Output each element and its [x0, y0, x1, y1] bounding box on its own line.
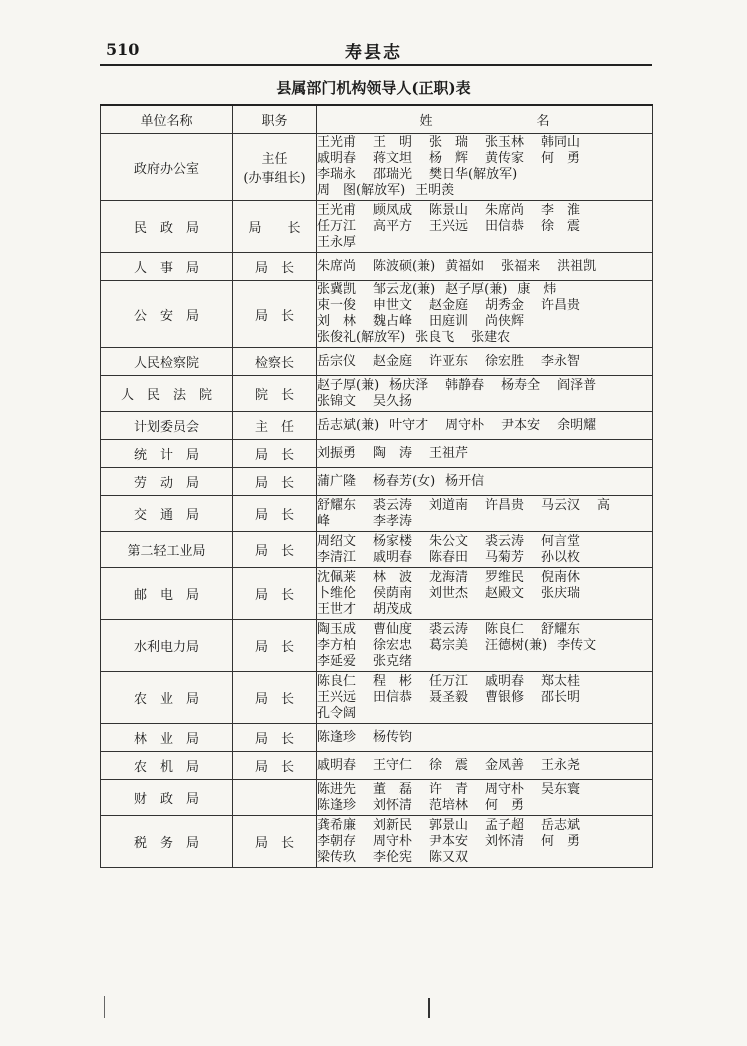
names-line — [317, 834, 652, 850]
names-cell — [317, 780, 653, 816]
person-name: 陈逢珍 — [317, 797, 357, 813]
table-row — [101, 780, 653, 816]
names-line — [317, 514, 652, 530]
unit-name-cell: 人 事 局 — [101, 253, 233, 281]
person-name: 邹云龙(兼) — [373, 282, 436, 297]
person-name: 杨传钧 — [373, 729, 413, 745]
book-title: 寿县志 — [345, 43, 402, 63]
person-name: 李延爱 — [317, 653, 357, 669]
names-cell — [317, 253, 653, 281]
table-row — [101, 468, 653, 496]
names-cell — [317, 134, 653, 201]
person-name: 舒耀东 — [541, 621, 581, 637]
person-name: 李瑞永 — [317, 167, 357, 182]
person-name: 魏占峰 — [373, 314, 413, 329]
person-name: 岳宗仪 — [317, 353, 357, 369]
person-name: 赵殿文 — [485, 585, 525, 601]
person-name: 胡秀金 — [485, 298, 525, 313]
person-name: 赵金庭 — [429, 298, 469, 313]
person-name: 李伦宪 — [373, 849, 413, 865]
names-cell — [317, 348, 653, 376]
person-name: 王光甫 — [317, 135, 357, 150]
person-name: 卜维伦 — [317, 585, 357, 601]
column-header-position: 职务 — [233, 105, 317, 134]
names-line — [317, 798, 652, 814]
person-name: 周守朴 — [485, 781, 525, 797]
person-name: 洪祖凯 — [557, 258, 597, 274]
table-row — [101, 134, 653, 201]
person-name: 侯荫南 — [373, 585, 413, 601]
names-line — [317, 706, 652, 722]
person-name: 曹银修 — [485, 689, 525, 705]
person-name: 马云汉 — [541, 497, 581, 513]
names-line — [317, 730, 652, 746]
names-line — [317, 570, 652, 586]
position-cell: 局 长 — [233, 568, 317, 620]
person-name: 李方柏 — [317, 637, 357, 653]
person-name: 田庭训 — [429, 314, 469, 329]
names-cell — [317, 620, 653, 672]
table-title: 县属部门机构领导人(正职)表 — [276, 79, 471, 97]
unit-name-cell: 林 业 局 — [101, 724, 233, 752]
person-name: 高平方 — [373, 218, 413, 234]
person-name: 黄福如 — [445, 258, 485, 274]
person-name: 周守朴 — [445, 417, 485, 433]
names-cell — [317, 496, 653, 532]
table-body — [101, 134, 653, 868]
person-name: 申世文 — [373, 298, 413, 313]
person-name: 倪南休 — [541, 569, 581, 585]
unit-name-cell: 公 安 局 — [101, 281, 233, 348]
names-line — [317, 203, 652, 219]
person-name: 程 彬 — [373, 673, 413, 689]
person-name: 李朝存 — [317, 833, 357, 849]
position-cell: 局 长 — [233, 253, 317, 281]
table-row — [101, 532, 653, 568]
person-name: 岳志斌(兼) — [317, 417, 380, 433]
column-header-unit: 单位名称 — [101, 105, 233, 134]
person-name: 徐 震 — [429, 757, 469, 773]
footer-mark-left — [104, 996, 105, 1018]
person-name: 任万江 — [429, 673, 469, 689]
names-line — [317, 167, 652, 183]
person-name: 何 勇 — [541, 151, 581, 166]
person-name: 赵子厚(兼) — [445, 282, 508, 297]
names-cell — [317, 201, 653, 253]
position-cell: 检察长 — [233, 348, 317, 376]
person-name: 李永智 — [541, 353, 581, 369]
unit-name-cell: 人 民 法 院 — [101, 376, 233, 412]
table-row — [101, 568, 653, 620]
person-name: 林 波 — [373, 569, 413, 585]
person-name: 李孝涛 — [373, 513, 413, 529]
person-name: 樊日华(解放军) — [429, 167, 518, 182]
names-cell — [317, 412, 653, 440]
person-name: 张克绪 — [373, 653, 413, 669]
person-name: 高 — [597, 497, 611, 513]
person-name: 马菊芳 — [485, 549, 525, 565]
person-name: 何 勇 — [485, 797, 525, 813]
names-cell — [317, 532, 653, 568]
person-name: 梁传玖 — [317, 849, 357, 865]
person-name: 邵长明 — [541, 689, 581, 705]
leaders-table — [100, 104, 653, 868]
person-name: 朱公文 — [429, 533, 469, 549]
names-line — [317, 282, 652, 298]
person-name: 郭景山 — [429, 817, 469, 833]
person-name: 张冀凯 — [317, 282, 357, 297]
person-name: 赵子厚(兼) — [317, 377, 380, 393]
person-name: 何 勇 — [541, 833, 581, 849]
person-name: 王 明 — [373, 135, 413, 150]
names-cell — [317, 468, 653, 496]
person-name: 峰 — [317, 513, 331, 529]
unit-name-cell: 税 务 局 — [101, 816, 233, 868]
person-name: 王世才 — [317, 601, 357, 617]
person-name: 杨家楼 — [373, 533, 413, 549]
names-line — [317, 235, 652, 251]
unit-name-cell: 农 机 局 — [101, 752, 233, 780]
person-name: 吴久扬 — [373, 393, 413, 409]
position-cell: 局 长 — [233, 496, 317, 532]
table-row — [101, 496, 653, 532]
person-name: 张建农 — [471, 330, 511, 345]
person-name: 蒲广隆 — [317, 473, 357, 489]
table-row — [101, 412, 653, 440]
person-name: 李清江 — [317, 549, 357, 565]
position-cell: 局 长 — [233, 532, 317, 568]
footer-mark-center — [428, 998, 430, 1018]
person-name: 蒋文坦 — [373, 151, 413, 166]
person-name: 朱席尚 — [485, 202, 525, 218]
person-name: 周绍文 — [317, 533, 357, 549]
person-name: 龙海清 — [429, 569, 469, 585]
person-name: 王兴远 — [429, 218, 469, 234]
person-name: 许昌贵 — [541, 298, 581, 313]
person-name: 叶守才 — [389, 417, 429, 433]
person-name: 黄传家 — [485, 151, 525, 166]
person-name: 孔令阔 — [317, 705, 357, 721]
person-name: 杨开信 — [445, 473, 485, 489]
person-name: 陈进先 — [317, 781, 357, 797]
person-name: 陈景山 — [429, 202, 469, 218]
unit-name-cell: 劳 动 局 — [101, 468, 233, 496]
names-line — [317, 394, 652, 410]
person-name: 张玉林 — [485, 135, 525, 150]
position-cell: 局 长 — [233, 281, 317, 348]
names-line — [317, 602, 652, 618]
person-name: 余明耀 — [557, 417, 597, 433]
person-name: 裘云涛 — [485, 533, 525, 549]
position-cell: 主 任 — [233, 412, 317, 440]
person-name: 阎泽普 — [557, 377, 597, 393]
person-name: 张庆瑞 — [541, 585, 581, 601]
person-name: 杨 辉 — [429, 151, 469, 166]
names-line — [317, 219, 652, 235]
unit-name-cell: 政府办公室 — [101, 134, 233, 201]
unit-name-cell: 财 政 局 — [101, 780, 233, 816]
person-name: 王光甫 — [317, 202, 357, 218]
person-name: 陈逢珍 — [317, 729, 357, 745]
person-name: 许昌贵 — [485, 497, 525, 513]
table-row — [101, 201, 653, 253]
person-name: 顾凤成 — [373, 202, 413, 218]
names-line — [317, 354, 652, 370]
names-line — [317, 298, 652, 314]
unit-name-cell: 民 政 局 — [101, 201, 233, 253]
person-name: 尹本安 — [501, 417, 541, 433]
table-row — [101, 376, 653, 412]
person-name: 张福来 — [501, 258, 541, 274]
unit-name-cell: 人民检察院 — [101, 348, 233, 376]
person-name: 戚明春 — [317, 757, 357, 773]
person-name: 曹仙度 — [373, 621, 413, 637]
position-cell: 局 长 — [233, 816, 317, 868]
person-name: 孙以枚 — [541, 549, 581, 565]
names-line — [317, 622, 652, 638]
person-name: 张俊礼(解放军) — [317, 330, 406, 345]
table-row — [101, 724, 653, 752]
position-cell: 院 长 — [233, 376, 317, 412]
position-cell: 主任 (办事组长) — [233, 134, 317, 201]
person-name: 王兴远 — [317, 689, 357, 705]
page-number: 510 — [106, 40, 140, 59]
person-name: 陶玉成 — [317, 621, 357, 637]
position-cell: 局 长 — [233, 672, 317, 724]
unit-name-cell: 统 计 局 — [101, 440, 233, 468]
person-name: 许 青 — [429, 781, 469, 797]
person-name: 徐 震 — [541, 218, 581, 234]
person-name: 任万江 — [317, 218, 357, 234]
person-name: 胡茂成 — [373, 601, 413, 617]
person-name: 李传文 — [557, 637, 597, 653]
person-name: 王守仁 — [373, 757, 413, 773]
person-name: 郑太桂 — [541, 673, 581, 689]
person-name: 李 淮 — [541, 202, 581, 218]
names-line — [317, 674, 652, 690]
column-header-names: 姓 名 — [317, 105, 653, 134]
person-name: 葛宗美 — [429, 637, 469, 653]
names-line — [317, 818, 652, 834]
person-name: 田信恭 — [485, 218, 525, 234]
table-row — [101, 672, 653, 724]
person-name: 王祖芹 — [429, 445, 469, 461]
person-name: 张锦文 — [317, 393, 357, 409]
person-name: 吴东寰 — [541, 781, 581, 797]
person-name: 杨寿全 — [501, 377, 541, 393]
person-name: 康 炜 — [517, 282, 557, 297]
table-row — [101, 348, 653, 376]
names-line — [317, 378, 652, 394]
names-line — [317, 183, 652, 199]
names-line — [317, 850, 652, 866]
names-line — [317, 690, 652, 706]
position-cell — [233, 780, 317, 816]
person-name: 孟子超 — [485, 817, 525, 833]
position-cell: 局 长 — [233, 440, 317, 468]
names-cell — [317, 281, 653, 348]
names-line — [317, 550, 652, 566]
person-name: 汪德树(兼) — [485, 637, 548, 653]
person-name: 陈良仁 — [485, 621, 525, 637]
names-line — [317, 418, 652, 434]
names-cell — [317, 376, 653, 412]
person-name: 邵瑞光 — [373, 167, 413, 182]
position-cell: 局 长 — [233, 620, 317, 672]
names-line — [317, 314, 652, 330]
unit-name-cell: 计划委员会 — [101, 412, 233, 440]
names-line — [317, 259, 652, 275]
person-name: 张良飞 — [415, 330, 455, 345]
person-name: 岳志斌 — [541, 817, 581, 833]
person-name: 金凤善 — [485, 757, 525, 773]
person-name: 戚明春 — [317, 151, 357, 166]
unit-name-cell: 交 通 局 — [101, 496, 233, 532]
table-row — [101, 816, 653, 868]
person-name: 范培林 — [429, 797, 469, 813]
person-name: 周 图(解放军) — [317, 183, 406, 198]
person-name: 裘云涛 — [429, 621, 469, 637]
person-name: 王永尧 — [541, 757, 581, 773]
person-name: 刘怀清 — [485, 833, 525, 849]
position-cell: 局 长 — [233, 724, 317, 752]
names-line — [317, 330, 652, 346]
names-line — [317, 151, 652, 167]
names-line — [317, 782, 652, 798]
position-cell: 局 长 — [233, 201, 317, 253]
names-line — [317, 586, 652, 602]
table-row — [101, 752, 653, 780]
person-name: 许亚东 — [429, 353, 469, 369]
unit-name-cell: 邮 电 局 — [101, 568, 233, 620]
names-cell — [317, 724, 653, 752]
person-name: 舒耀东 — [317, 497, 357, 513]
person-name: 沈佩莱 — [317, 569, 357, 585]
person-name: 刘 林 — [317, 314, 357, 329]
person-name: 杨庆泽 — [389, 377, 429, 393]
table-header-row — [101, 105, 653, 134]
table-row — [101, 253, 653, 281]
person-name: 杨春芳(女) — [373, 473, 436, 489]
person-name: 束一俊 — [317, 298, 357, 313]
names-cell — [317, 752, 653, 780]
person-name: 聂圣毅 — [429, 689, 469, 705]
person-name: 徐宏忠 — [373, 637, 413, 653]
person-name: 徐宏胜 — [485, 353, 525, 369]
names-line — [317, 135, 652, 151]
person-name: 戚明春 — [485, 673, 525, 689]
person-name: 罗维民 — [485, 569, 525, 585]
person-name: 周守朴 — [373, 833, 413, 849]
names-line — [317, 498, 652, 514]
person-name: 裘云涛 — [373, 497, 413, 513]
person-name: 王永厚 — [317, 234, 357, 250]
table-row — [101, 620, 653, 672]
person-name: 韩静春 — [445, 377, 485, 393]
table-row — [101, 440, 653, 468]
names-cell — [317, 816, 653, 868]
names-cell — [317, 568, 653, 620]
person-name: 龚希廉 — [317, 817, 357, 833]
person-name: 何言堂 — [541, 533, 581, 549]
position-cell: 局 长 — [233, 468, 317, 496]
person-name: 陈波硕(兼) — [373, 258, 436, 274]
unit-name-cell: 水利电力局 — [101, 620, 233, 672]
unit-name-cell: 农 业 局 — [101, 672, 233, 724]
person-name: 戚明春 — [373, 549, 413, 565]
table-row — [101, 281, 653, 348]
header-rule — [100, 64, 652, 66]
person-name: 刘新民 — [373, 817, 413, 833]
person-name: 刘振勇 — [317, 445, 357, 461]
names-line — [317, 654, 652, 670]
person-name: 陈良仁 — [317, 673, 357, 689]
person-name: 张 瑞 — [429, 135, 469, 150]
names-line — [317, 758, 652, 774]
person-name: 韩同山 — [541, 135, 581, 150]
person-name: 王明羡 — [415, 183, 455, 198]
names-line — [317, 638, 652, 654]
person-name: 陈春田 — [429, 549, 469, 565]
person-name: 陶 涛 — [373, 445, 413, 461]
person-name: 董 磊 — [373, 781, 413, 797]
person-name: 赵金庭 — [373, 353, 413, 369]
unit-name-cell: 第二轻工业局 — [101, 532, 233, 568]
names-line — [317, 446, 652, 462]
names-cell — [317, 440, 653, 468]
names-line — [317, 474, 652, 490]
names-cell — [317, 672, 653, 724]
person-name: 刘道南 — [429, 497, 469, 513]
names-line — [317, 534, 652, 550]
person-name: 刘怀清 — [373, 797, 413, 813]
person-name: 尹本安 — [429, 833, 469, 849]
person-name: 田信恭 — [373, 689, 413, 705]
person-name: 尚侠辉 — [485, 314, 525, 329]
person-name: 陈又双 — [429, 849, 469, 865]
person-name: 朱席尚 — [317, 258, 357, 274]
position-cell: 局 长 — [233, 752, 317, 780]
person-name: 刘世杰 — [429, 585, 469, 601]
